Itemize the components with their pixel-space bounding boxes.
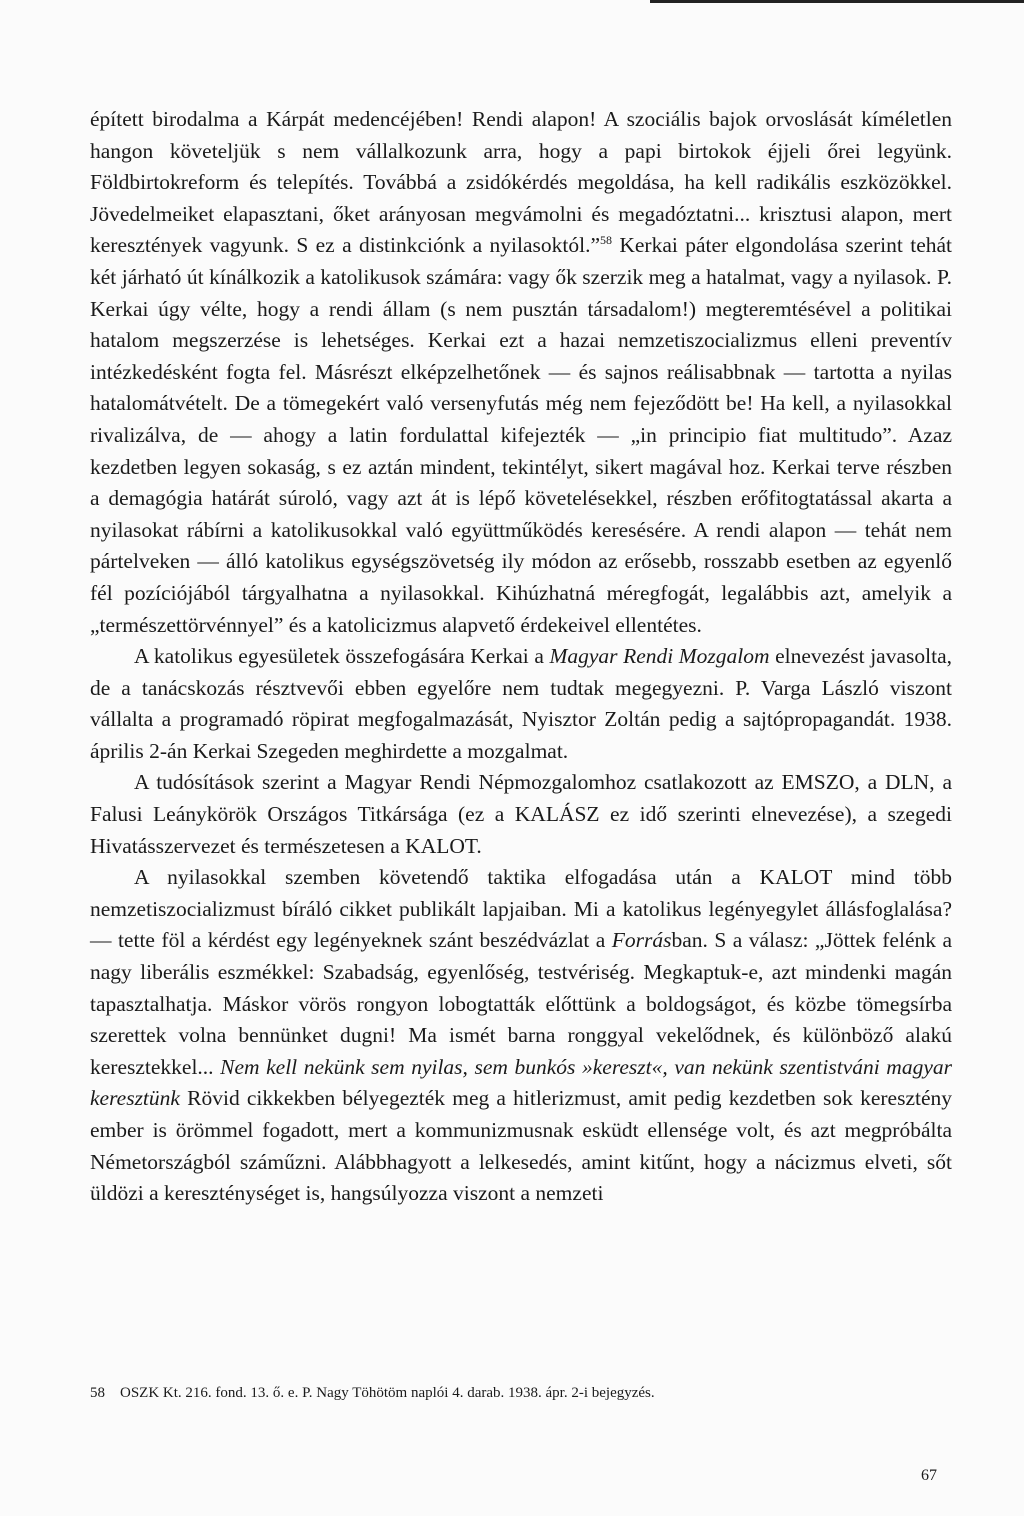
paragraph-4-text-b: ban. S a válasz: „Jöttek felénk a nagy liberális eszmékkel: Szabadság, egyenlőség, testvériség. Megkaptuk-e, azt mindenki magán tapasztalhatja. Máskor vörös rongyon lobogtatták előttünk a boldogságot, és közbe tömegsírba szerettek volna bennünket dugni! Ma ismét barna ronggyal vekelődnek, és különböző alakú keresztekkel...	[90, 928, 952, 1079]
page-number: 67	[921, 1467, 937, 1484]
paragraph-3-text: A tudósítások szerint a Magyar Rendi Népmozgalomhoz csatlakozott az EMSZO, a DLN, a Falusi Leánykörök Országos Titkársága (ez a KALÁSZ ez idő szerinti elnevezése), a szegedi Hivatásszervezet és természetesen a KALOT.	[90, 770, 952, 858]
paragraph-1-text-a: épített birodalma a Kárpát medencéjében! Rendi alapon! A szociális bajok orvoslását kíméletlen hangon követeljük s nem vállalkozunk arra, hogy a papi birtokok éjjeli őrei legyünk. Földbirtokreform és telepítés. Továbbá a zsidókérdés megoldása, ha kell radikális eszközökkel. Jövedelmeiket elapasztani, őket arányosan megvámolni és megadóztatni... krisztusi alapon, mert keresztények vagyunk. S ez a distinkciónk a nyilasoktól.”	[90, 107, 952, 258]
paragraph-2	[90, 641, 952, 767]
paragraph-1-text-b: Kerkai páter elgondolása szerint tehát két járható út kínálkozik a katolikusok számára: vagy ők szerzik meg a hatalmat, vagy a nyilasok. P. Kerkai úgy vélte, hogy a rendi állam (s nem pusztán társadalom!) megteremtésével a politikai hatalom megszerzése is lehetséges. Kerkai ezt a hazai nemzetiszocializmus elleni preventív intézkedésként fogta fel. Másrészt elképzelhetőnek — és sajnos reálisabbnak — tartotta a nyilas hatalomátvételt. De a tömegekért való versenyfutás még nem fejeződött be! Ha kell, a nyilasokkal rivalizálva, de — ahogy a latin fordulattal kifejezték — „in principio fiat multitudo”. Azaz kezdetben legyen sokaság, s ez aztán mindent, tekintélyt, sikert magával hoz. Kerkai terve részben a demagógia határát súroló, vagy azt át is lépő követelésekkel, részben erőfitogtatással akarta a nyilasokat rábírni a katolikusokkal való együttműködés keresésére. A rendi alapon — tehát nem pártelveken — álló katolikus egységszövetség ily módon az erősebb, rosszabb esetben az egyenlő fél pozíciójából tárgyalhatna a nyilasokkal. Kihúzhatná méregfogát, legalábbis azt, amelyik a „természettörvénnyel” és a katolicizmus alapvető érdekeivel ellentétes.	[90, 233, 952, 637]
paragraph-4	[90, 862, 952, 1210]
paragraph-2-text-a: A katolikus egyesületek összefogására Kerkai a	[134, 644, 550, 669]
periodical-title-italic: Forrás	[611, 928, 672, 953]
paragraph-4-text-c: Rövid cikkekben bélyegezték meg a hitlerizmust, amit pedig kezdetben sok keresztény ember is örömmel fogadott, mert a kommunizmusnak esküdt ellensége volt, és azt megpróbálta Németországból száműzni. Alábbhagyott a lelkesedés, amint kitűnt, hogy a nácizmus elveti, sőt üldözi a kereszténységet is, hangsúlyozza viszont a nemzeti	[90, 1086, 952, 1206]
paragraph-3	[90, 767, 952, 862]
top-edge-rule	[650, 0, 1024, 3]
paragraph-1	[90, 104, 952, 641]
paragraph-4-text-a: A nyilasokkal szemben követendő taktika elfogadása után a KALOT mind több nemzetiszocializmust bíráló cikket publikált lapjaiban. Mi a katolikus legényegylet állásfoglalása? — tette föl a kérdést egy legényeknek szánt beszédvázlat a	[90, 865, 952, 953]
paragraph-2-text-b: elnevezést javasolta, de a tanácskozás résztvevői ebben egyelőre nem tudtak megegyezni. P. Varga László viszont vállalta a programadó röpirat megfogalmazását, Nyisztor Zoltán pedig a sajtópropagandát. 1938. április 2-án Kerkai Szegeden meghirdette a mozgalmat.	[90, 644, 952, 763]
quote-italic: Nem kell nekünk sem nyilas, sem bunkós »kereszt«, van nekünk szentistváni magyar keresztünk	[90, 1054, 952, 1111]
movement-name-italic: Magyar Rendi Mozgalom	[549, 644, 770, 669]
page-body	[90, 104, 952, 1210]
footnote-number: 58	[90, 1385, 105, 1401]
footnote	[90, 1383, 952, 1403]
footnote-reference: 58	[600, 233, 612, 248]
footnote-text: OSZK Kt. 216. fond. 13. ő. e. P. Nagy Töhötöm naplói 4. darab. 1938. ápr. 2-i bejegyzés.	[120, 1385, 655, 1401]
